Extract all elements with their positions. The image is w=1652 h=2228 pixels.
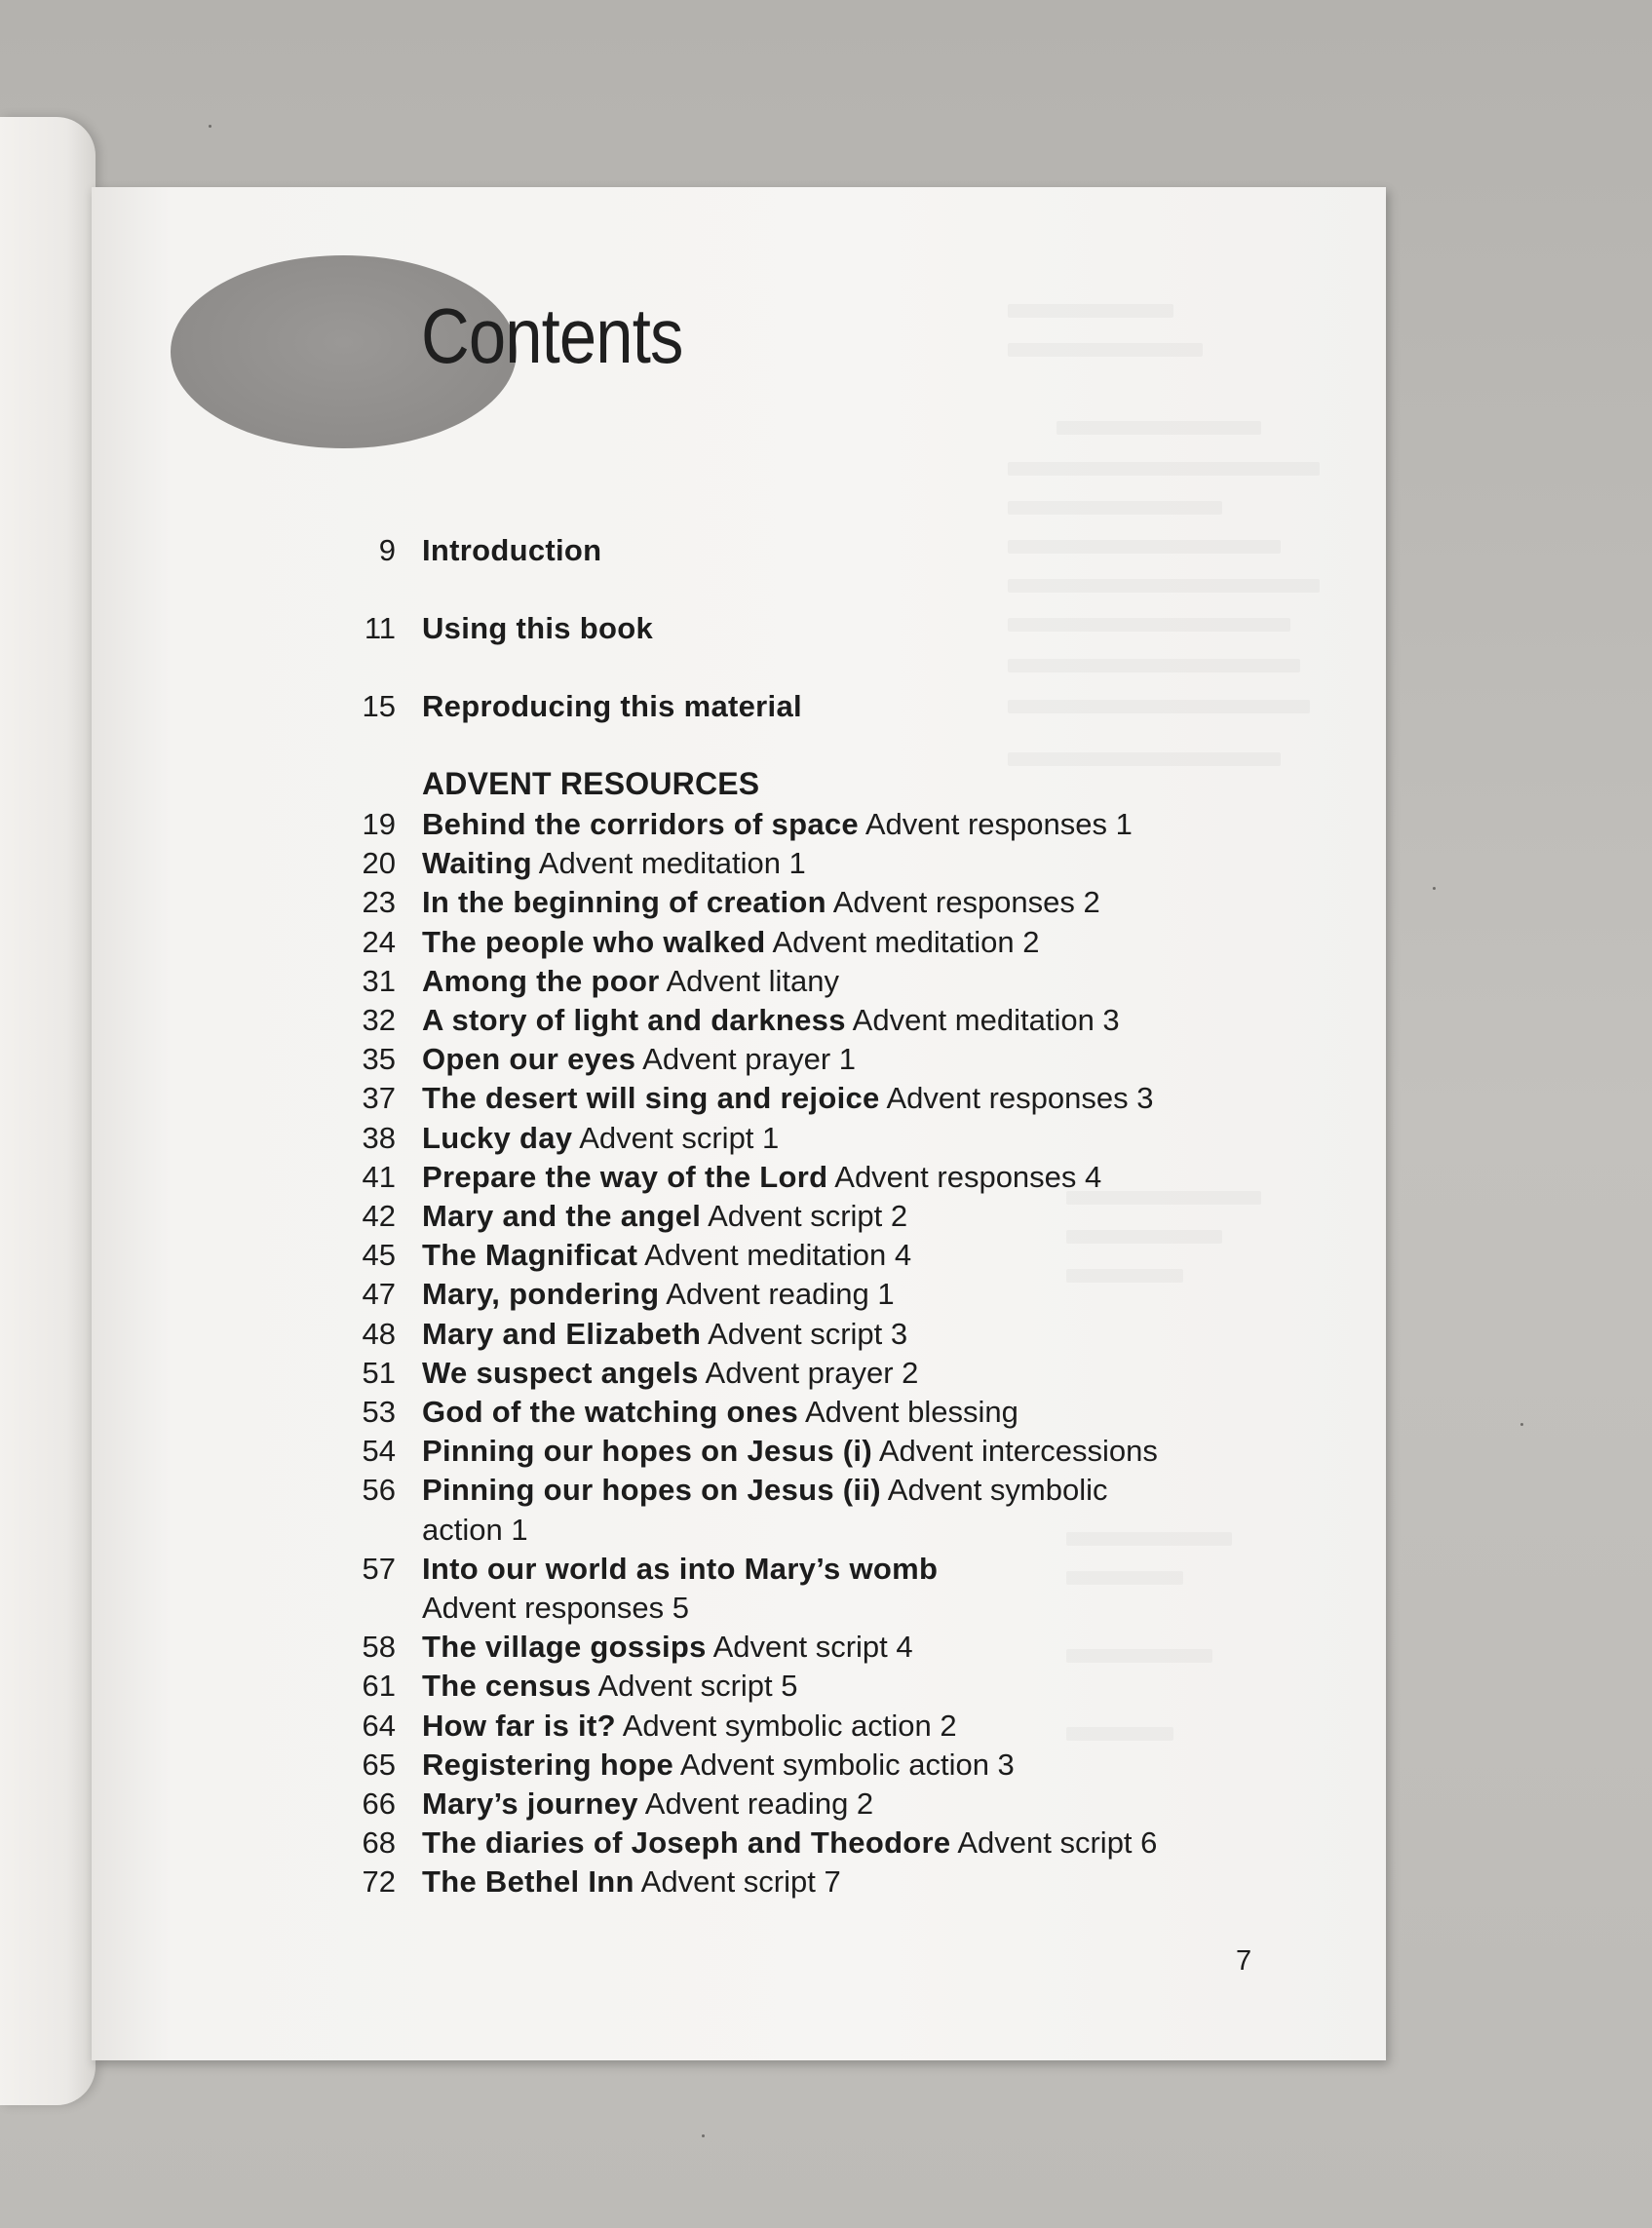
toc-entry-title: We suspect angels (422, 1355, 699, 1390)
toc-entry-title: Prepare the way of the Lord (422, 1159, 828, 1194)
toc-entry-title: Behind the corridors of space (422, 807, 859, 841)
toc-entry-text (422, 1078, 1299, 1118)
toc-page-number: 51 (362, 1355, 396, 1390)
toc-page-number: 45 (362, 1238, 396, 1273)
toc-entry-type-continued: Advent responses 5 (422, 1591, 690, 1625)
toc-page-number: 57 (362, 1551, 396, 1586)
toc-entry-text (422, 922, 1299, 962)
toc-entry-title: The diaries of Joseph and Theodore (422, 1825, 951, 1861)
toc-entry-text (422, 1666, 1299, 1706)
toc-page-number: 32 (362, 1003, 396, 1037)
toc-entry-title: God of the watching ones (422, 1395, 799, 1429)
toc-entry-text (422, 1314, 1299, 1354)
toc-entry-title: Pinning our hopes on Jesus (ii) (422, 1473, 881, 1508)
toc-page-number: 31 (362, 963, 396, 998)
toc-entry-title: Into our world as into Mary’s womb (422, 1551, 939, 1586)
toc-page-number: 41 (362, 1159, 396, 1194)
toc-page-number: 20 (362, 846, 396, 881)
toc-entry-text (422, 1392, 1299, 1432)
toc-entry-type: Advent blessing (805, 1395, 1018, 1429)
toc-entry-title: The people who walked (422, 924, 766, 959)
toc-entry-text (422, 686, 1299, 726)
toc-entry-title: Lucky day (422, 1120, 573, 1155)
paper-speck (209, 125, 211, 128)
toc-entry-type: Advent reading 2 (644, 1786, 874, 1821)
toc-page-number: 38 (362, 1120, 396, 1155)
toc-entry-text (422, 608, 1299, 648)
toc-entry-title: The Bethel Inn (422, 1864, 634, 1900)
toc-entry-type: Advent prayer 1 (642, 1042, 857, 1077)
page-number: 7 (1236, 1945, 1252, 1977)
paper-speck (1433, 887, 1436, 890)
toc-entry-type: Advent reading 1 (666, 1277, 895, 1312)
toc-entry-type: Advent meditation 1 (538, 846, 806, 881)
toc-entry-text (422, 1157, 1299, 1197)
toc-entry-type: Advent script 1 (579, 1120, 780, 1155)
toc-entry-text (422, 1039, 1299, 1079)
toc-page-number: 64 (362, 1708, 396, 1743)
toc-page-number: 68 (362, 1825, 396, 1861)
toc-entry-title: How far is it? (422, 1708, 616, 1743)
toc-page-number: 54 (362, 1434, 396, 1469)
toc-entry-text (422, 1823, 1299, 1863)
toc-entry-text (422, 1510, 1299, 1550)
toc-page-number: 23 (362, 885, 396, 920)
toc-entry-text (422, 1470, 1299, 1510)
toc-entry-text (422, 1745, 1299, 1785)
toc-entry-text (422, 961, 1299, 1001)
section-heading: ADVENT RESOURCES (422, 766, 760, 801)
toc-entry-type: Advent responses 4 (834, 1159, 1102, 1194)
toc-entry-title: In the beginning of creation (422, 885, 826, 920)
toc-entry-type: Advent symbolic action 3 (679, 1747, 1015, 1782)
toc-entry-type: Advent meditation 3 (852, 1003, 1120, 1037)
toc-page-number: 9 (378, 533, 396, 567)
toc-entry-title: Using this book (422, 611, 653, 645)
toc-entry-title: Registering hope (422, 1747, 673, 1782)
toc-page-number: 66 (362, 1786, 396, 1821)
toc-page-number: 65 (362, 1747, 396, 1782)
toc-entry-text (422, 804, 1299, 844)
toc-page-number: 24 (362, 924, 396, 959)
paper-speck (1520, 1423, 1523, 1426)
toc-entry-type: Advent symbolic (887, 1473, 1108, 1508)
toc-entry-text (422, 843, 1299, 883)
toc-entry-title: Mary’s journey (422, 1786, 638, 1821)
toc-entry-title: Introduction (422, 533, 602, 567)
toc-page-number: 72 (362, 1864, 396, 1900)
toc-entry-text (422, 1118, 1299, 1158)
toc-entry-type: Advent script 7 (640, 1864, 841, 1900)
toc-page-number: 35 (362, 1042, 396, 1077)
toc-page-number: 53 (362, 1395, 396, 1429)
toc-entry-text (422, 530, 1299, 570)
toc-entry-title: Open our eyes (422, 1042, 636, 1077)
toc-page-number: 48 (362, 1316, 396, 1351)
toc-entry-type: Advent meditation 2 (772, 924, 1040, 959)
toc-entry-title: Mary and the angel (422, 1199, 702, 1233)
toc-entry-title: The Magnificat (422, 1238, 638, 1273)
toc-page-number: 61 (362, 1669, 396, 1704)
toc-entry-type: Advent script 5 (597, 1669, 798, 1704)
toc-entry-text (422, 1274, 1299, 1314)
toc-entry-title: Mary and Elizabeth (422, 1316, 702, 1351)
toc-entry-title: Waiting (422, 846, 532, 881)
toc-page-number: 11 (364, 611, 396, 645)
toc-page-number: 58 (362, 1630, 396, 1665)
toc-entry-text (422, 1706, 1299, 1746)
toc-entry-type: Advent responses 3 (886, 1081, 1154, 1116)
toc-entry-text (422, 1000, 1299, 1040)
toc-entry-title: Mary, pondering (422, 1277, 660, 1312)
page-title: Contents (421, 292, 683, 379)
toc-page-number: 42 (362, 1199, 396, 1233)
toc-page-number: 19 (362, 807, 396, 841)
toc-entry-title: A story of light and darkness (422, 1003, 846, 1037)
toc-entry-text (422, 1235, 1299, 1275)
toc-entry-title: The census (422, 1669, 592, 1704)
toc-page-number: 47 (362, 1277, 396, 1312)
toc-page-number: 15 (362, 689, 396, 723)
toc-entry-title: Reproducing this material (422, 689, 802, 723)
toc-entry-title: Among the poor (422, 963, 660, 998)
toc-entry-type: Advent script 4 (712, 1630, 913, 1665)
toc-entry-type-continued: action 1 (422, 1512, 528, 1547)
toc-entry-type: Advent prayer 2 (705, 1355, 919, 1390)
toc-entry-type: Advent intercessions (878, 1434, 1158, 1469)
toc-entry-text (422, 1549, 1299, 1589)
toc-entry-type: Advent responses 1 (864, 807, 1133, 841)
toc-entry-title: The desert will sing and rejoice (422, 1081, 880, 1116)
toc-page-number: 37 (362, 1081, 396, 1116)
toc-page-number: 56 (362, 1473, 396, 1508)
toc-entry-type: Advent symbolic action 2 (622, 1708, 957, 1743)
toc-entry-text (422, 1588, 1299, 1628)
toc-entry-text (422, 1627, 1299, 1667)
toc-entry-type: Advent meditation 4 (644, 1238, 912, 1273)
toc-entry-title: The village gossips (422, 1630, 707, 1665)
toc-entry-text (422, 1196, 1299, 1236)
toc-entry-title: Pinning our hopes on Jesus (i) (422, 1434, 872, 1469)
toc-entry-type: Advent script 6 (957, 1825, 1158, 1861)
toc-entry-type: Advent litany (666, 963, 839, 998)
toc-entry-text (422, 1431, 1299, 1471)
toc-entry-text (422, 1353, 1299, 1393)
toc-entry-text (422, 1784, 1299, 1824)
toc-entry-type: Advent script 3 (708, 1316, 908, 1351)
toc-entry-type: Advent responses 2 (832, 885, 1100, 920)
toc-entry-text (422, 882, 1299, 922)
toc-entry-type: Advent script 2 (708, 1199, 908, 1233)
paper-speck (702, 2134, 705, 2137)
toc-entry-text (422, 1862, 1299, 1901)
